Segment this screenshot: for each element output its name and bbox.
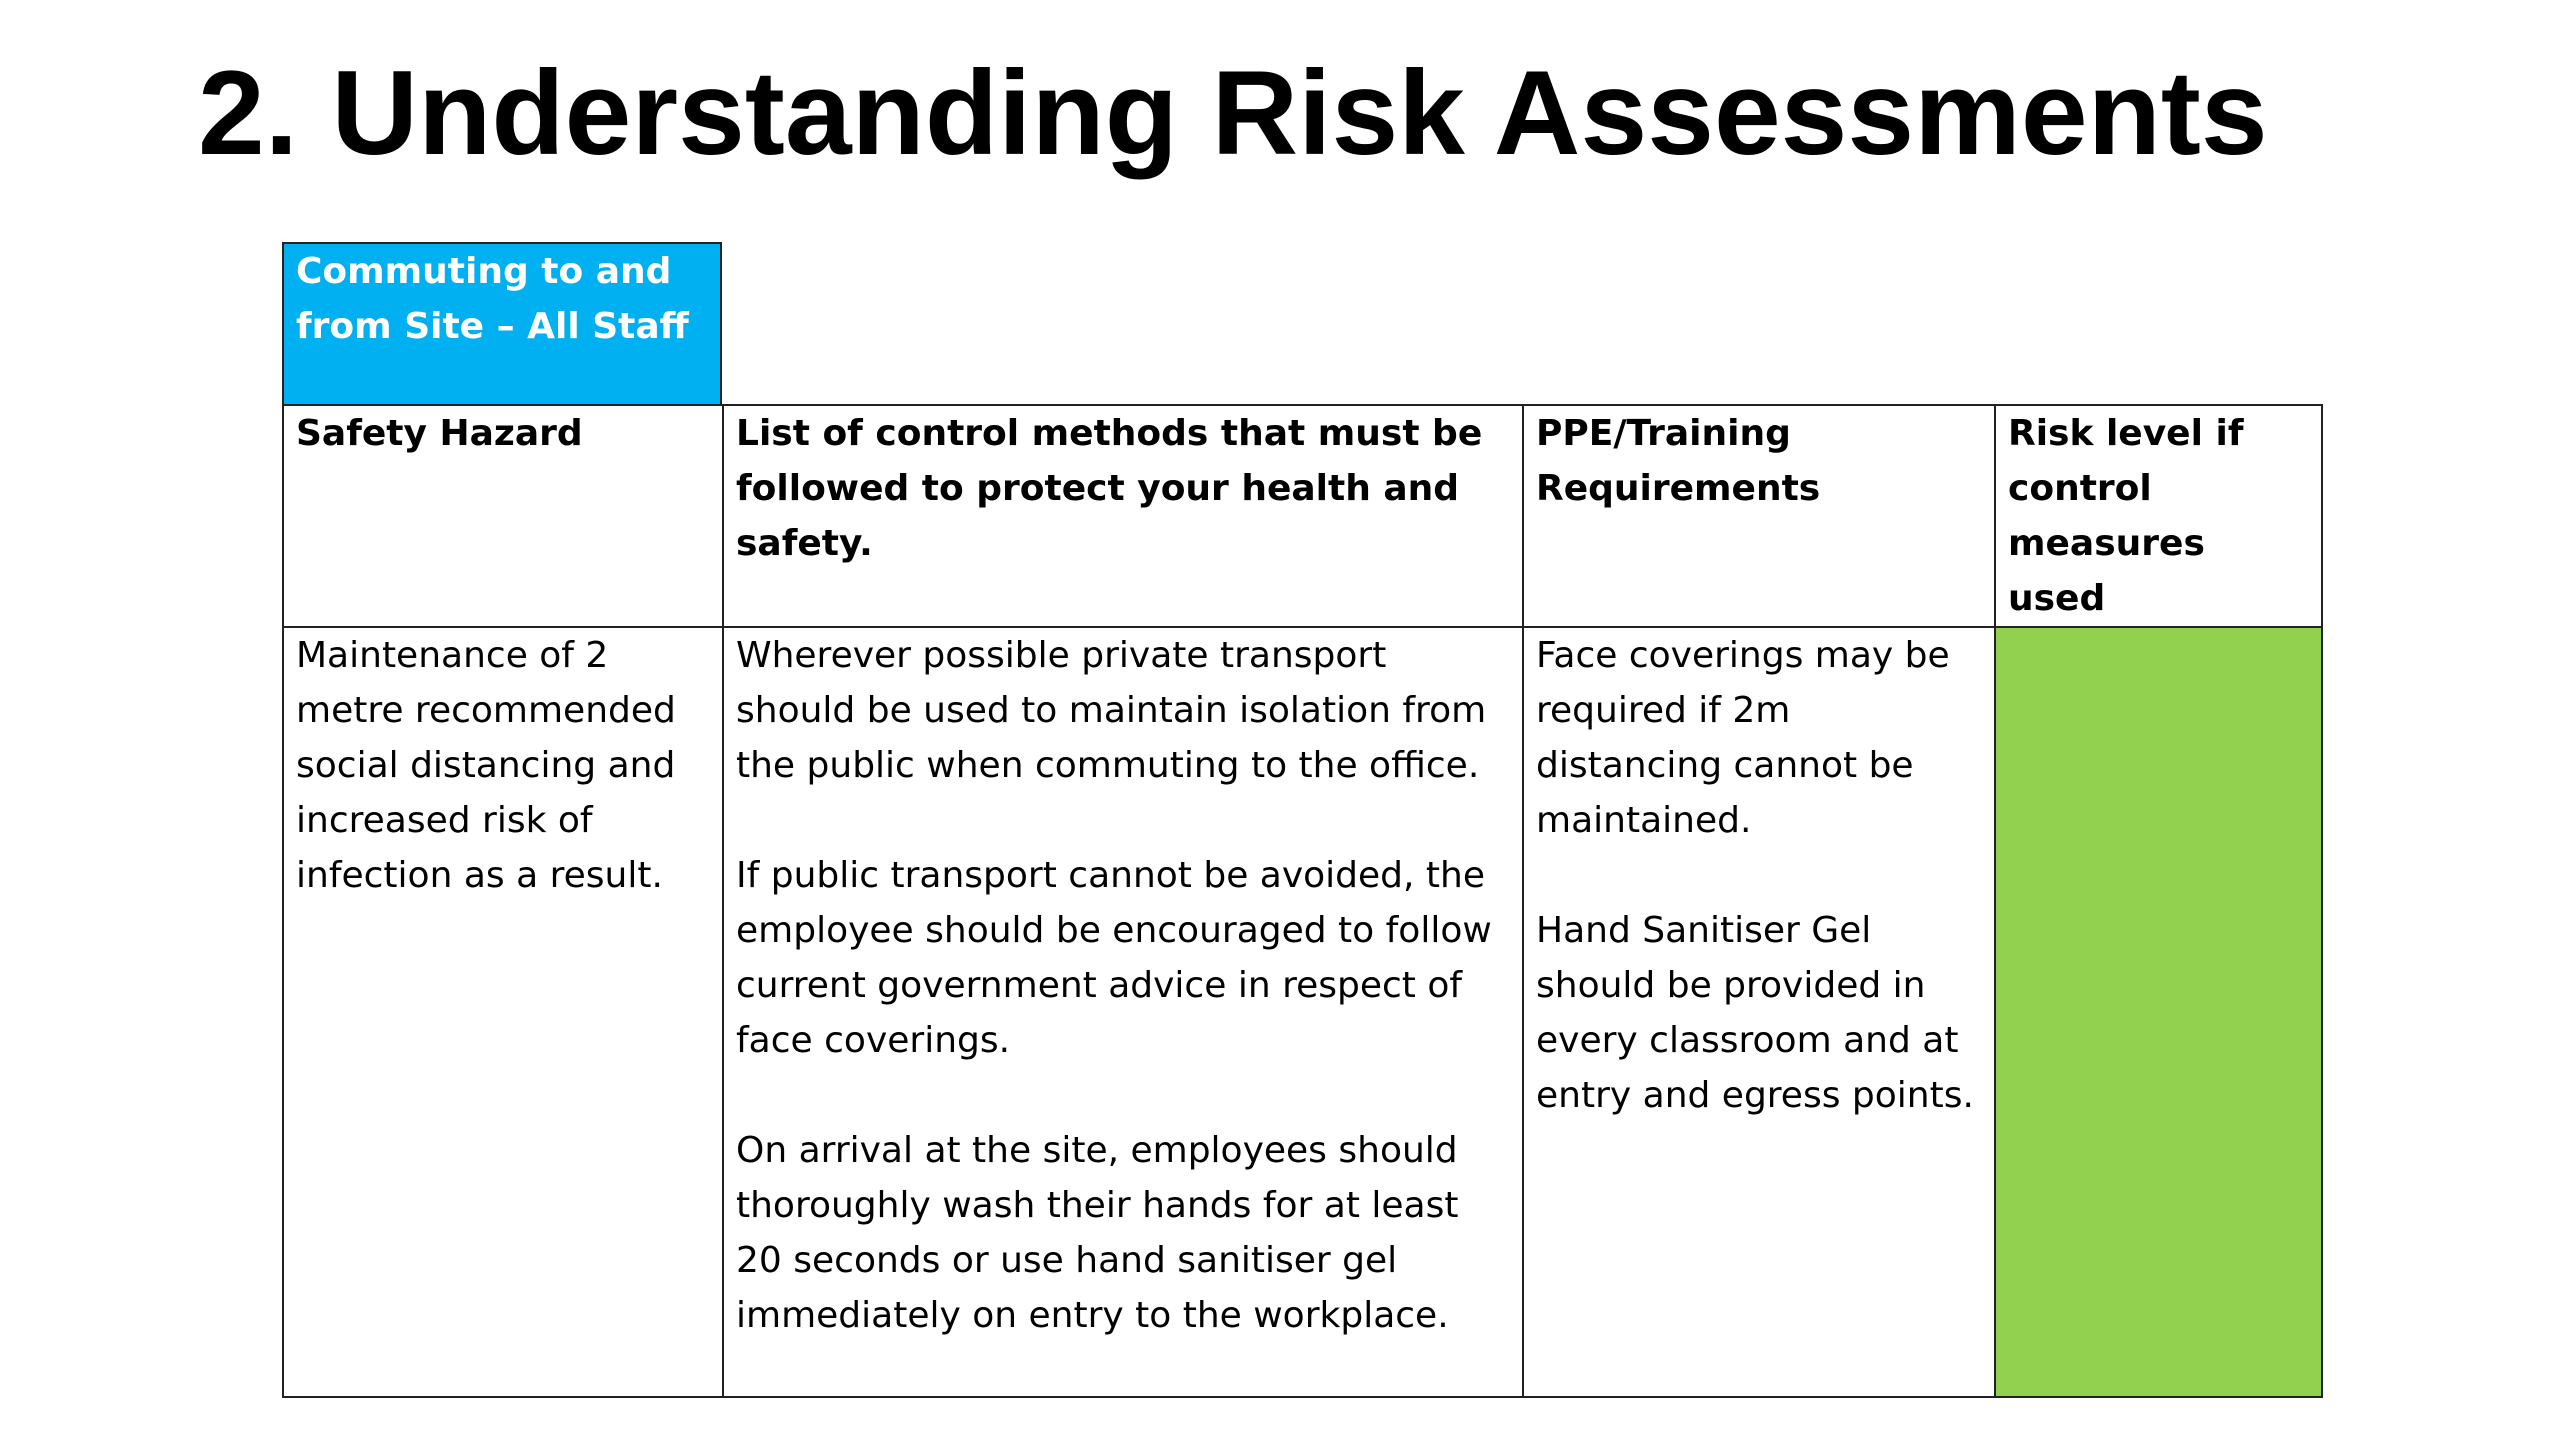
header-risk-level: Risk level if control measures used [1995, 405, 2322, 627]
risk-assessment-table [282, 404, 2323, 1398]
section-header: Commuting to and from Site – All Staff [282, 242, 722, 405]
cell-hazard [283, 627, 723, 1397]
hazard-text: Maintenance of 2 metre recommended social distancing and increased risk of infection as a result. [296, 635, 676, 896]
table-header-row [283, 405, 2322, 627]
risk-level-indicator [1995, 627, 2322, 1397]
page-title: 2. Understanding Risk Assessments [198, 46, 2268, 180]
cell-ppe [1523, 627, 1995, 1397]
ppe-paragraph: Face coverings may be required if 2m distancing cannot be maintained. [1536, 635, 1950, 841]
control-paragraph: On arrival at the site, employees should thoroughly wash their hands for at least 20 seconds or use hand sanitiser gel immediately on entry to the workplace. [736, 1130, 1459, 1336]
control-paragraph: Wherever possible private transport should be used to maintain isolation from the public when commuting to the office. [736, 635, 1487, 786]
header-safety-hazard: Safety Hazard [283, 405, 723, 627]
cell-controls [723, 627, 1523, 1397]
control-paragraph: If public transport cannot be avoided, the employee should be encouraged to follow current government advice in respect of face coverings. [736, 855, 1492, 1061]
header-control-methods: List of control methods that must be followed to protect your health and safety. [723, 405, 1523, 627]
table-row [283, 627, 2322, 1397]
header-ppe-training: PPE/Training Requirements [1523, 405, 1995, 627]
ppe-paragraph: Hand Sanitiser Gel should be provided in every classroom and at entry and egress points. [1536, 910, 1974, 1116]
